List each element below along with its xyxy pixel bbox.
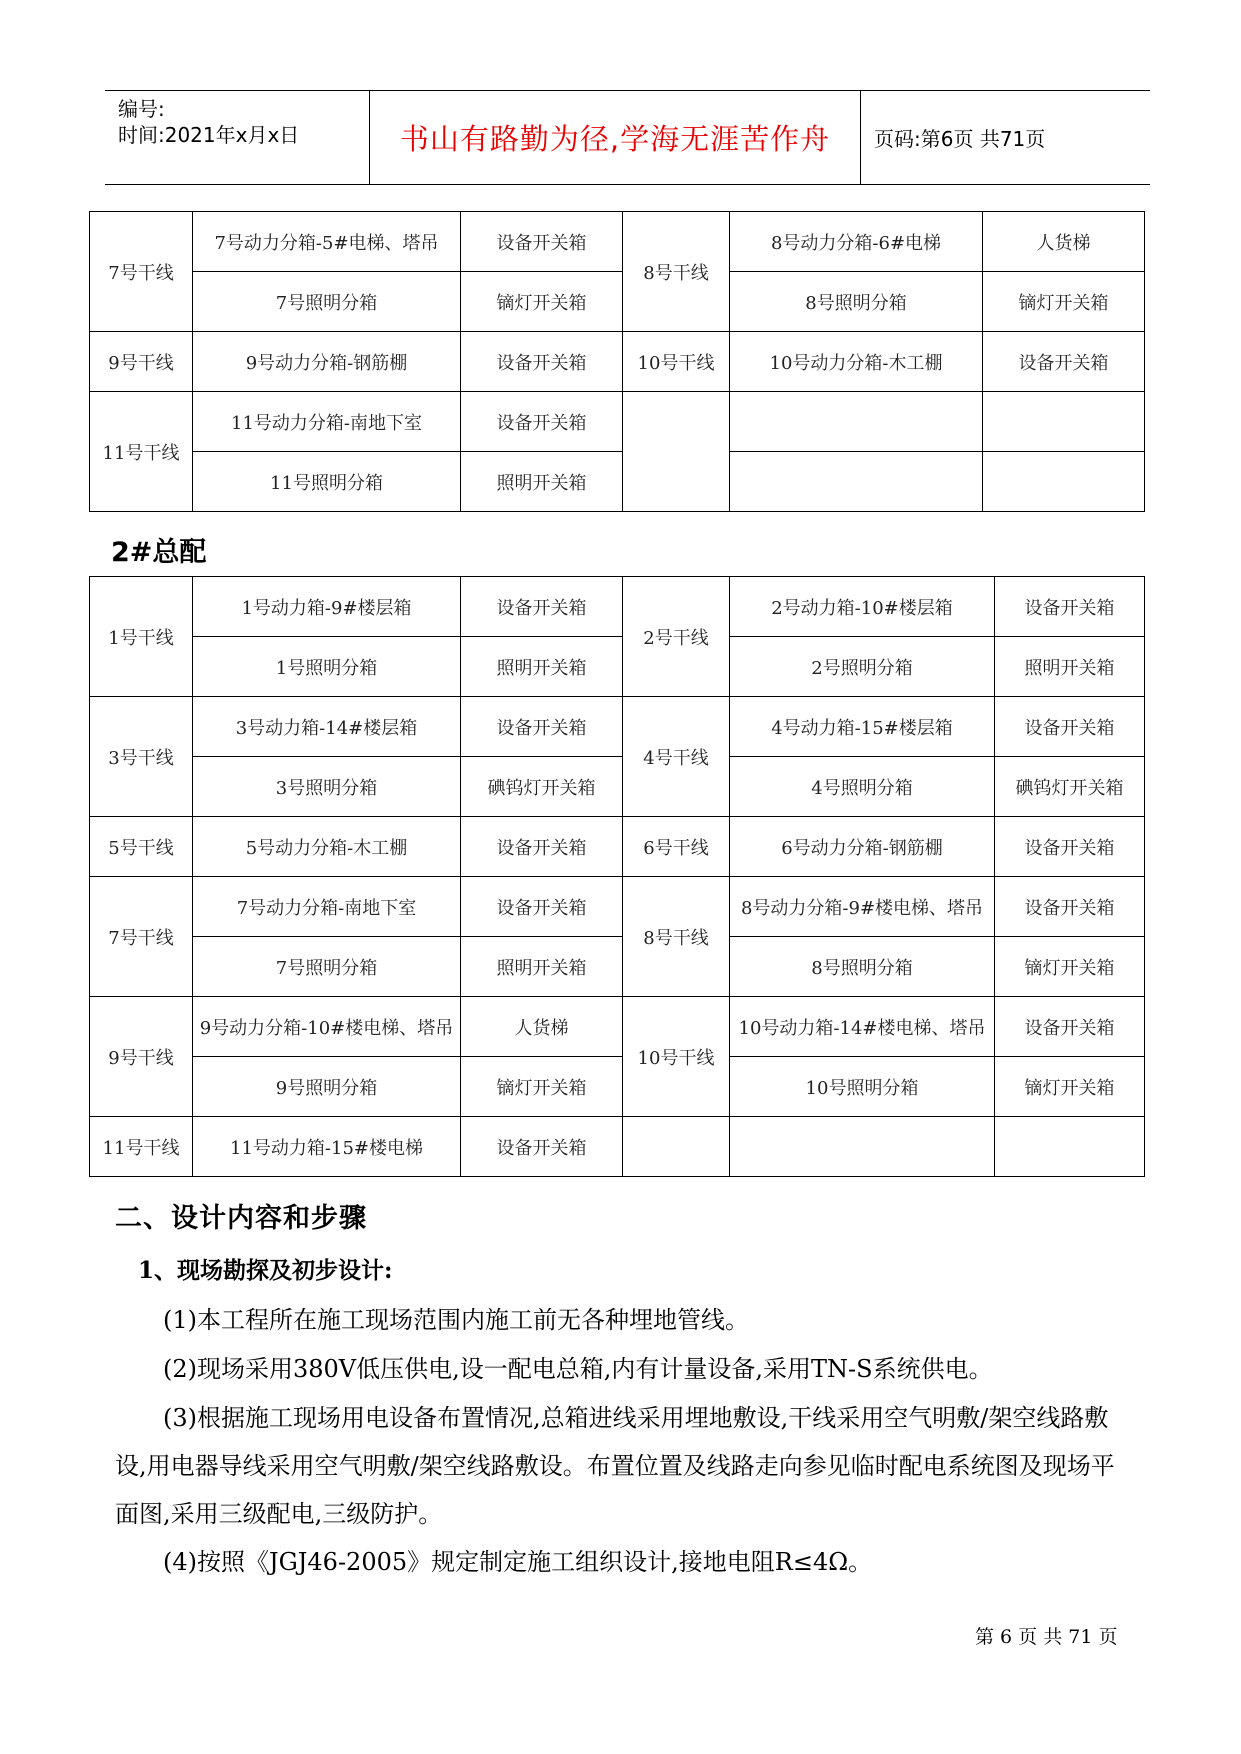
page-footer: 第 6 页 共 71 页 — [975, 1626, 1118, 1648]
table-cell: 镝灯开关箱 — [995, 1057, 1145, 1117]
table-cell: 7号干线 — [90, 877, 193, 997]
table-cell: 照明开关箱 — [995, 637, 1145, 697]
table-row — [90, 637, 1145, 697]
table-cell: 设备开关箱 — [995, 997, 1145, 1057]
table-cell: 8号动力分箱-9#楼电梯、塔吊 — [730, 877, 995, 937]
table-cell: 10号干线 — [623, 997, 730, 1117]
page-header — [105, 90, 1150, 185]
table-cell: 照明开关箱 — [461, 452, 623, 512]
table-row — [90, 997, 1145, 1057]
paragraph-4: (4)按照《JGJ46-2005》规定制定施工组织设计,接地电阻R≤4Ω。 — [163, 1548, 873, 1576]
paragraph-1: (1)本工程所在施工现场范围内施工前无各种埋地管线。 — [163, 1306, 749, 1334]
table-cell: 9号动力分箱-10#楼电梯、塔吊 — [193, 997, 461, 1057]
table-cell: 11号动力分箱-南地下室 — [193, 392, 461, 452]
table-cell: 1号动力箱-9#楼层箱 — [193, 577, 461, 637]
table-cell: 9号干线 — [90, 332, 193, 392]
table-cell: 3号干线 — [90, 697, 193, 817]
table-cell: 设备开关箱 — [995, 577, 1145, 637]
table-cell: 设备开关箱 — [995, 697, 1145, 757]
table-cell: 8号照明分箱 — [730, 937, 995, 997]
table-cell: 设备开关箱 — [461, 697, 623, 757]
paragraph-2: (2)现场采用380V低压供电,设一配电总箱,内有计量设备,采用TN-S系统供电。 — [163, 1355, 993, 1383]
distribution-table-2 — [89, 576, 1145, 1177]
table-cell — [623, 1117, 730, 1177]
table-cell: 碘钨灯开关箱 — [461, 757, 623, 817]
table-cell: 照明开关箱 — [461, 937, 623, 997]
paragraph-3: (3)根据施工现场用电设备布置情况,总箱进线采用埋地敷设,干线采用空气明敷/架空线路敷设,用电器导线采用空气明敷/架空线路敷设。布置位置及线路走向参见临时配电系统图及现场平面图,采用三级配电,三级防护。 — [115, 1404, 1115, 1528]
header-motto-cell — [370, 91, 861, 184]
table-row — [90, 937, 1145, 997]
table-cell: 人货梯 — [983, 212, 1145, 272]
table-cell — [983, 392, 1145, 452]
table-cell: 3号照明分箱 — [193, 757, 461, 817]
table-cell: 1号干线 — [90, 577, 193, 697]
table-row — [90, 757, 1145, 817]
table-row — [90, 272, 1145, 332]
table-row — [90, 1057, 1145, 1117]
table-cell: 7号干线 — [90, 212, 193, 332]
time-label: 时间:2021年x月x日 — [118, 123, 300, 147]
table-row — [90, 392, 1145, 452]
motto-text: 书山有路勤为径,学海无涯苦作舟 — [399, 122, 831, 156]
table-cell: 11号干线 — [90, 392, 193, 512]
table-cell: 3号动力箱-14#楼层箱 — [193, 697, 461, 757]
table-cell — [623, 392, 730, 512]
table-cell: 11号照明分箱 — [193, 452, 461, 512]
table-cell — [995, 1117, 1145, 1177]
table-row — [90, 577, 1145, 637]
table-cell: 7号照明分箱 — [193, 272, 461, 332]
table-cell: 8号干线 — [623, 877, 730, 997]
table-cell — [730, 452, 983, 512]
table-cell: 设备开关箱 — [461, 212, 623, 272]
table-cell: 镝灯开关箱 — [995, 937, 1145, 997]
table-cell: 设备开关箱 — [461, 1117, 623, 1177]
table-cell: 镝灯开关箱 — [461, 272, 623, 332]
number-label: 编号: — [118, 97, 165, 121]
table-cell: 设备开关箱 — [995, 817, 1145, 877]
table-cell: 9号动力分箱-钢筋棚 — [193, 332, 461, 392]
table-cell: 11号动力箱-15#楼电梯 — [193, 1117, 461, 1177]
distribution-table-1 — [89, 211, 1145, 512]
section-heading-2-main-distribution: 2#总配 — [111, 537, 207, 568]
table-row — [90, 452, 1145, 512]
table-cell: 11号干线 — [90, 1117, 193, 1177]
table-cell: 碘钨灯开关箱 — [995, 757, 1145, 817]
header-left-cell — [105, 91, 370, 184]
table-cell: 8号干线 — [623, 212, 730, 332]
table-cell: 1号照明分箱 — [193, 637, 461, 697]
table-cell: 10号动力分箱-木工棚 — [730, 332, 983, 392]
table-cell: 8号照明分箱 — [730, 272, 983, 332]
table-cell: 镝灯开关箱 — [461, 1057, 623, 1117]
table-cell: 10号动力箱-14#楼电梯、塔吊 — [730, 997, 995, 1057]
table-cell: 设备开关箱 — [995, 877, 1145, 937]
page-label: 页码:第6页 共71页 — [874, 127, 1046, 151]
table-cell: 设备开关箱 — [461, 392, 623, 452]
table-cell: 镝灯开关箱 — [983, 272, 1145, 332]
table-cell: 设备开关箱 — [461, 817, 623, 877]
table-cell: 4号照明分箱 — [730, 757, 995, 817]
subsection-title: 1、现场勘探及初步设计: — [138, 1257, 393, 1284]
table-cell — [730, 1117, 995, 1177]
table-cell: 4号干线 — [623, 697, 730, 817]
table-cell: 5号干线 — [90, 817, 193, 877]
table-row — [90, 212, 1145, 272]
table-cell: 设备开关箱 — [461, 577, 623, 637]
table-cell: 设备开关箱 — [983, 332, 1145, 392]
table-cell — [983, 452, 1145, 512]
table-row — [90, 817, 1145, 877]
table-cell: 8号动力分箱-6#电梯 — [730, 212, 983, 272]
table-cell: 7号动力分箱-5#电梯、塔吊 — [193, 212, 461, 272]
table-cell: 5号动力分箱-木工棚 — [193, 817, 461, 877]
table-cell: 7号照明分箱 — [193, 937, 461, 997]
table-row — [90, 697, 1145, 757]
table-row — [90, 332, 1145, 392]
section-title: 二、设计内容和步骤 — [115, 1203, 367, 1234]
table-cell: 2号照明分箱 — [730, 637, 995, 697]
table-cell: 9号干线 — [90, 997, 193, 1117]
table-cell: 9号照明分箱 — [193, 1057, 461, 1117]
table-cell: 6号动力分箱-钢筋棚 — [730, 817, 995, 877]
table-cell: 10号照明分箱 — [730, 1057, 995, 1117]
table-cell: 2号动力箱-10#楼层箱 — [730, 577, 995, 637]
table-cell — [730, 392, 983, 452]
table-row — [90, 877, 1145, 937]
table-cell: 10号干线 — [623, 332, 730, 392]
table-cell: 设备开关箱 — [461, 332, 623, 392]
table-cell: 6号干线 — [623, 817, 730, 877]
table-row — [90, 1117, 1145, 1177]
table-cell: 设备开关箱 — [461, 877, 623, 937]
table-cell: 2号干线 — [623, 577, 730, 697]
table-cell: 7号动力分箱-南地下室 — [193, 877, 461, 937]
table-cell: 照明开关箱 — [461, 637, 623, 697]
header-page-cell — [861, 91, 1150, 184]
table-cell: 人货梯 — [461, 997, 623, 1057]
table-cell: 4号动力箱-15#楼层箱 — [730, 697, 995, 757]
